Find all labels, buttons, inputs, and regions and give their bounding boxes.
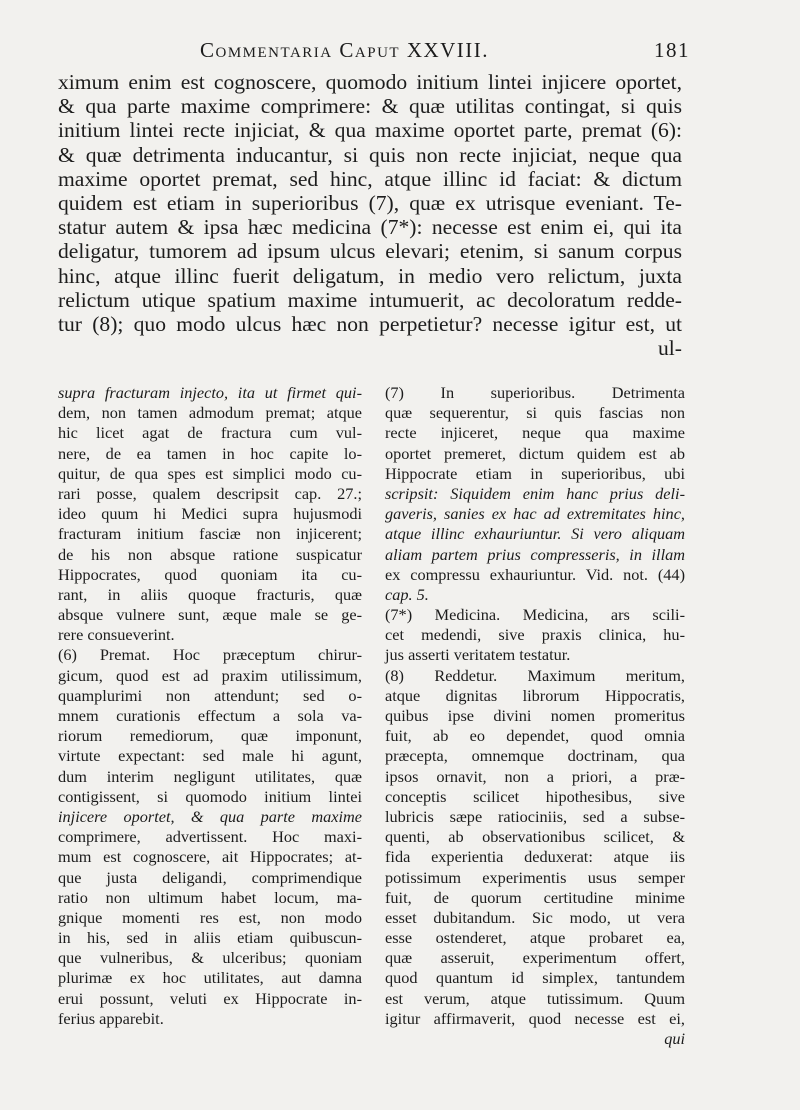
footnote-line: que vulneribus, & ulceribus; quoniam bbox=[58, 948, 362, 968]
footnote-line: aliam partem prius compresseris, in illam bbox=[385, 544, 685, 564]
footnote-line: præcepta, omnemque doctrinam, qua bbox=[385, 746, 685, 766]
running-title: Commentaria Caput XXVIII. bbox=[200, 38, 490, 62]
footnote-line: gaveris, sanies ex hac ad extremitates hinc, bbox=[385, 504, 685, 524]
footnote-line: fracturam initium fasciæ non injicerent; bbox=[58, 524, 362, 544]
footnote-line: riorum remediorum, quæ imponunt, bbox=[58, 726, 362, 746]
main-line: statur autem & ipsa hæc medicina (7*): necesse est enim ei, qui ita bbox=[58, 215, 682, 240]
footnote-line: gnique momenti res est, non modo bbox=[58, 907, 362, 927]
footnote-line: ideo quum hi Medici supra hujusmodi bbox=[58, 504, 362, 524]
footnote-line: absque vulnere sunt, æque male se ge- bbox=[58, 605, 362, 625]
footnote-line: esse ostenderet, atque probaret ea, bbox=[385, 928, 685, 948]
footnote-line: ipsos ornavit, non a priori, a præ- bbox=[385, 766, 685, 786]
footnote-line: (7*) Medicina. Medicina, ars scili- bbox=[385, 605, 685, 625]
footnote-line: est verum, atque tutissimum. Quum bbox=[385, 988, 685, 1008]
footnote-line: recte injiceret, neque qua maxime bbox=[385, 423, 685, 443]
footnote-line: igitur affirmaverit, quod necesse est ei, bbox=[385, 1008, 685, 1028]
footnote-line: cap. 5. bbox=[385, 584, 429, 604]
main-line: hinc, atque illinc fuerit deligatum, in medio vero relictum, juxta bbox=[58, 263, 682, 288]
catchword: qui bbox=[664, 1029, 685, 1048]
main-line: relictum utique spatium maxime intumuerit, ac decoloratum redde- bbox=[58, 287, 682, 312]
main-text-block bbox=[58, 70, 682, 360]
main-line: quidem est etiam in superioribus (7), quæ ex utrisque eveniant. Te- bbox=[58, 190, 682, 215]
footnote-line: quitur, de qua spes est simplici modo cu- bbox=[58, 463, 362, 483]
footnote-line: ratio non ultimum habet locum, ma- bbox=[58, 887, 362, 907]
footnote-line: quod quantum id simplex, tantundem bbox=[385, 968, 685, 988]
footnote-line: Hippocrate etiam in superioribus, ubi bbox=[385, 463, 685, 483]
footnote-line: ferius apparebit. bbox=[58, 1008, 164, 1028]
footnote-line: cet medendi, sive praxis clinica, hu- bbox=[385, 625, 685, 645]
main-line: maxime oportet premat, sed hinc, atque illinc id faciat: & dictum bbox=[58, 166, 682, 191]
footnote-line: quæ sequerentur, si quis fascias non bbox=[385, 403, 685, 423]
footnote-line: dum interim negligunt utilitates, quæ bbox=[58, 766, 362, 786]
footnote-line: lubricis sæpe ratiociniis, sed a subse- bbox=[385, 806, 685, 826]
footnote-line: virtute expectant: sed male hi agunt, bbox=[58, 746, 362, 766]
footnote-line: rari posse, qualem descripsit cap. 27.; bbox=[58, 483, 362, 503]
main-line: & quæ detrimenta inducantur, si quis non recte injiciat, neque qua bbox=[58, 142, 682, 167]
footnote-line: conceptis scilicet hipothesibus, sive bbox=[385, 786, 685, 806]
footnote-column-right bbox=[385, 383, 685, 1049]
main-line: tur (8); quo modo ulcus hæc non perpetietur? necesse igitur est, ut bbox=[58, 311, 682, 336]
footnote-line: dem, non tamen admodum premat; atque bbox=[58, 403, 362, 423]
footnote-line: Hippocrates, quod quoniam ita cu- bbox=[58, 564, 362, 584]
footnote-line: atque illinc exhauriuntur. Si vero aliquam bbox=[385, 524, 685, 544]
footnote-line: quamplurimi non attendunt; sed o- bbox=[58, 685, 362, 705]
page-number: 181 bbox=[654, 38, 690, 62]
footnote-line: (7) In superioribus. Detrimenta bbox=[385, 383, 685, 402]
footnote-line: gicum, quod est ad praxim utilissimum, bbox=[58, 665, 362, 685]
catchword: ul- bbox=[658, 336, 682, 361]
footnote-line: erui possunt, veluti ex Hippocrate in- bbox=[58, 988, 362, 1008]
footnote-line: rere consueverint. bbox=[58, 625, 175, 645]
footnote-line: fuit, de quorum certitudine minime bbox=[385, 887, 685, 907]
footnote-line: jus asserti veritatem testatur. bbox=[385, 645, 571, 665]
footnote-line: (8) Reddetur. Maximum meritum, bbox=[385, 665, 685, 685]
footnote-line: quibus ipse divini nomen promeritus bbox=[385, 706, 685, 725]
footnote-line: fida experientia deduxerat: atque iis bbox=[385, 847, 685, 867]
footnote-line: in his, sed in aliis etiam quibuscun- bbox=[58, 928, 362, 948]
footnote-line: plurimæ ex hoc utilitates, aut damna bbox=[58, 968, 362, 988]
footnote-line: (6) Premat. Hoc præceptum chirur- bbox=[58, 645, 362, 665]
footnote-line: mum est cognoscere, ait Hippocrates; at- bbox=[58, 847, 362, 867]
footnote-line: de his non absque ratione suspicatur bbox=[58, 544, 362, 564]
footnote-line: fuit, ab eo dependet, quod omnia bbox=[385, 726, 685, 746]
footnote-line: ex compressu exhauriuntur. Vid. not. (44) bbox=[385, 564, 685, 584]
footnote-line: quenti, ab observationibus scilicet, & bbox=[385, 827, 685, 847]
footnote-line: quæ asseruit, experimentum offert, bbox=[385, 948, 685, 968]
footnote-line: injicere oportet, & qua parte maxime bbox=[58, 806, 362, 826]
footnote-line: contigissent, si quomodo initium lintei bbox=[58, 786, 362, 806]
footnote-line: rant, in aliis quoque fracturis, quæ bbox=[58, 584, 362, 604]
footnote-line: scripsit: Siquidem enim hanc prius deli- bbox=[385, 483, 685, 503]
main-line: ximum enim est cognoscere, quomodo initium lintei injicere oportet, bbox=[58, 70, 682, 94]
footnote-line: nere, de ea tamen in hoc capite lo- bbox=[58, 443, 362, 463]
main-line: & qua parte maxime comprimere: & quæ utilitas contingat, si quis bbox=[58, 94, 682, 119]
main-line: deligatur, tumorem ad ipsum ulcus elevari; etenim, si sanum corpus bbox=[58, 239, 682, 264]
footnote-line: comprimere, advertissent. Hoc maxi- bbox=[58, 827, 362, 847]
main-line: initium lintei recte injiciat, & qua maxime oportet parte, premat (6): bbox=[58, 118, 682, 143]
footnote-column-left bbox=[58, 383, 362, 1029]
footnote-line: oportet premeret, dictum quidem est ab bbox=[385, 443, 685, 463]
footnote-line: hic licet agat de fractura cum vul- bbox=[58, 423, 362, 443]
footnote-line: potissimum experimentis usus semper bbox=[385, 867, 685, 887]
footnote-line: supra fracturam injecto, ita ut firmet qui- bbox=[58, 383, 362, 402]
footnote-line: atque dignitas librorum Hippocratis, bbox=[385, 685, 685, 705]
footnote-line: mnem curationis effectum a sola va- bbox=[58, 706, 362, 725]
footnote-line: esset dubitandum. Sic modo, ut vera bbox=[385, 907, 685, 927]
footnote-line: que justa deligandi, comprimendique bbox=[58, 867, 362, 887]
page-header bbox=[200, 38, 690, 68]
